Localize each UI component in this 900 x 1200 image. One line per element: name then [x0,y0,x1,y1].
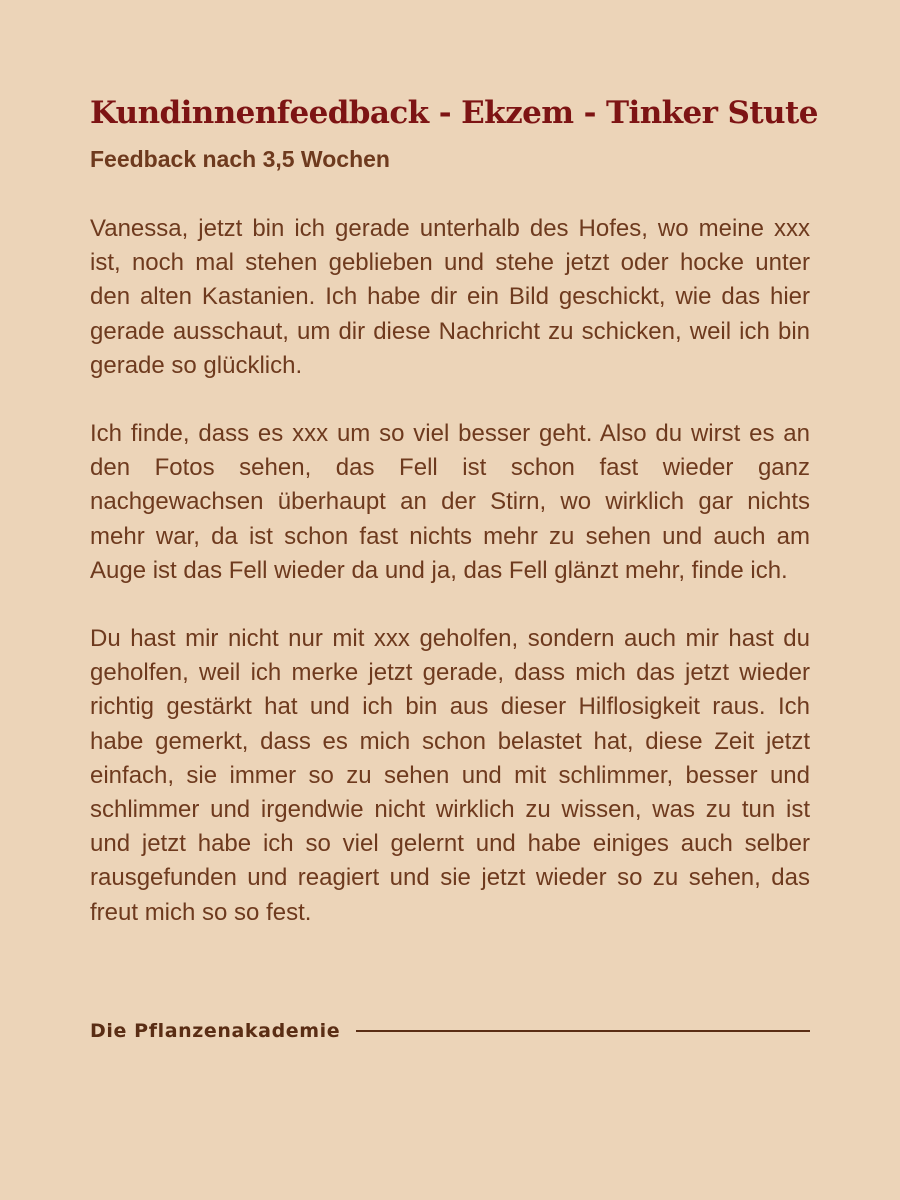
page-title: Kundinnenfeedback - Ekzem - Tinker Stute [90,95,818,131]
page-subtitle: Feedback nach 3,5 Wochen [90,146,390,172]
testimonial-paragraph: Du hast mir nicht nur mit xxx geholfen, sondern auch mir hast du geholfen, weil ich merke jetzt gerade, dass mich das jetzt wieder richtig gestärkt hat und ich bin aus dieser Hilflosigkeit raus. Ich habe gemerkt, dass es mich schon belastet hat, diese Zeit jetzt einfach, sie immer so zu sehen und mit schlimmer, besser und schlimmer und irgendwie nicht wirklich zu wissen, was zu tun ist und jetzt habe ich so viel gelernt und habe einiges auch selber rausgefunden und reagiert und sie jetzt wieder so zu sehen, das freut mich so so fest. [90,625,810,926]
footer [90,1017,810,1045]
testimonial-body [90,212,810,930]
footer-divider [356,1030,810,1032]
testimonial-card [90,90,818,930]
testimonial-paragraph: Vanessa, jetzt bin ich gerade unterhalb des Hofes, wo meine xxx ist, noch mal stehen geblieben und stehe jetzt oder hocke unter den alten Kastanien. Ich habe dir ein Bild geschickt, wie das hier gerade ausschaut, um dir diese Nachricht zu schicken, weil ich bin gerade so glücklich. [90,215,810,379]
testimonial-paragraph: Ich finde, dass es xxx um so viel besser geht. Also du wirst es an den Fotos sehen, das Fell ist schon fast wieder ganz nachgewachsen überhaupt an der Stirn, wo wirklich gar nichts mehr war, da ist schon fast nichts mehr zu sehen und auch am Auge ist das Fell wieder da und ja, das Fell glänzt mehr, finde ich. [90,420,810,584]
brand-name: Die Pflanzenakademie [90,1020,341,1042]
